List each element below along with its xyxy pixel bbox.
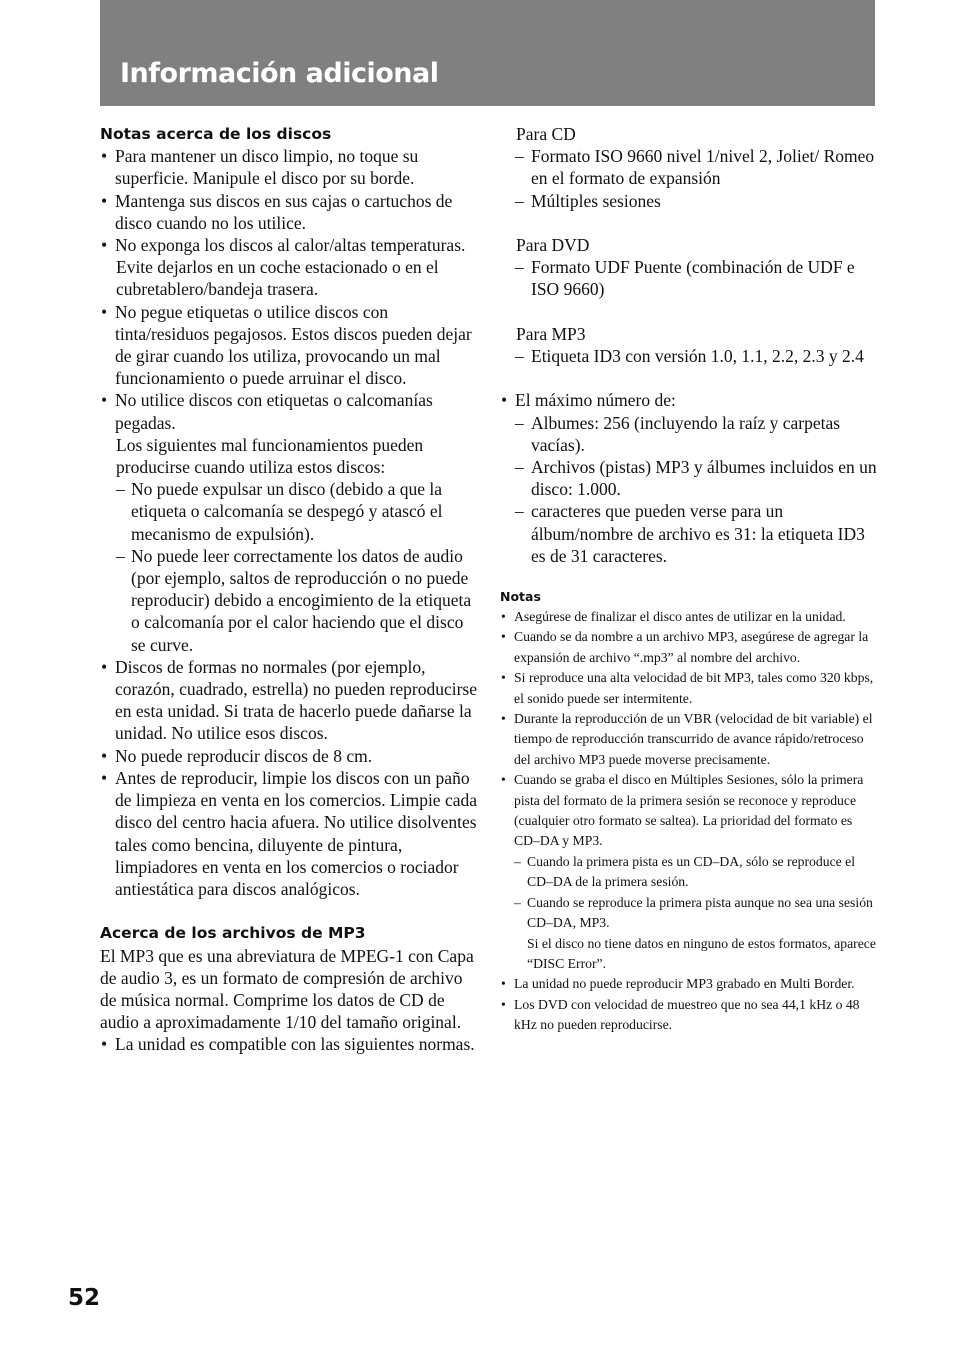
notes-section xyxy=(500,587,880,1036)
dash-item: – Formato ISO 9660 nivel 1/nivel 2, Joliet/ Romeo en el formato de expansión xyxy=(500,145,880,189)
page-number: 52 xyxy=(68,1285,101,1311)
dash-item: – Formato UDF Puente (combinación de UDF e ISO 9660) xyxy=(500,256,880,300)
bullet-continuation: Los siguientes mal funcionamientos pueden producirse cuando utiliza estos discos: xyxy=(116,434,424,478)
bullet-item: • Antes de reproducir, limpie los discos con un paño de limpieza en venta en los comercios. Limpie cada disco del centro hacia afuera. No utilice disolventes tales como bencina, diluyente de pintura, limpiadores en venta en los comercios o rociador antiestática para discos analógicos. xyxy=(100,767,480,900)
bullet-item: • El máximo número de: xyxy=(500,389,880,411)
note-item: • Asegúrese de finalizar el disco antes de utilizar en la unidad. xyxy=(500,607,880,627)
dash-item: – Albumes: 256 (incluyendo la raíz y carpetas vacías). xyxy=(500,412,880,456)
bullet-item: • Discos de formas no normales (por ejemplo, corazón, cuadrado, estrella) no pueden reproducirse en esta unidad. Si trata de hacerlo puede dañarse la unidad. No utilice esos discos. xyxy=(100,656,480,745)
dash-item: – caracteres que pueden verse para un álbum/nombre de archivo es 31: la etiqueta ID3 es de 31 caracteres. xyxy=(500,500,880,567)
dash-item: – Múltiples sesiones xyxy=(500,190,880,212)
note-item: • Los DVD con velocidad de muestreo que no sea 44,1 kHz o 48 kHz no pueden reproducirse. xyxy=(500,995,880,1036)
left-column xyxy=(100,123,480,1056)
spacer xyxy=(500,367,880,389)
mp3-heading: Acerca de los archivos de MP3 xyxy=(100,924,366,943)
note-dash-item: – Cuando se reproduce la primera pista aunque no sea una sesión CD–DA, MP3. xyxy=(500,893,880,934)
note-continuation: Si el disco no tiene datos en ninguno de estos formatos, aparece “DISC Error”. xyxy=(527,935,876,971)
bullet-item: • No utilice discos con etiquetas o calcomanías pegadas. xyxy=(100,389,480,433)
discs-heading: Notas acerca de los discos xyxy=(100,125,332,143)
note-item: • La unidad no puede reproducir MP3 grabado en Multi Border. xyxy=(500,974,880,994)
spacer xyxy=(500,301,880,323)
bullet-item: • No pegue etiquetas o utilice discos con tinta/residuos pegajosos. Estos discos pueden dejar de girar cuando los utiliza, provocando un mal funcionamiento o puede arruinar el disco. xyxy=(100,301,480,390)
cd-label: Para CD xyxy=(516,124,576,144)
bullet-item: • No puede reproducir discos de 8 cm. xyxy=(100,745,480,767)
note-item: • Si reproduce una alta velocidad de bit MP3, tales como 320 kbps, el sonido puede ser intermitente. xyxy=(500,668,880,709)
mp3-paragraph: El MP3 que es una abreviatura de MPEG-1 con Capa de audio 3, es un formato de compresión de archivo de música normal. Comprime los datos de CD de audio a aproximadamente 1/10 del tamaño original. xyxy=(100,945,474,1033)
dash-item: – Etiqueta ID3 con versión 1.0, 1.1, 2.2, 2.3 y 2.4 xyxy=(500,345,880,367)
bullet-item: • Mantenga sus discos en sus cajas o cartuchos de disco cuando no los utilice. xyxy=(100,190,480,234)
note-item: • Durante la reproducción de un VBR (velocidad de bit variable) el tiempo de reproducción transcurrido de avance rápido/retroceso del archivo MP3 puede moverse precisamente. xyxy=(500,709,880,770)
bullet-item: • No exponga los discos al calor/altas temperaturas. xyxy=(100,234,480,256)
page-title: Información adicional xyxy=(120,58,439,89)
notes-heading: Notas xyxy=(500,589,541,605)
note-item: • Cuando se graba el disco en Múltiples Sesiones, sólo la primera pista del formato de la primera sesión se reconoce y reproduce (cualquier otro formato se saltea). La prioridad del formato es CD–DA y MP3. xyxy=(500,770,880,852)
spacer xyxy=(500,212,880,234)
dash-item: – Archivos (pistas) MP3 y álbumes incluidos en un disco: 1.000. xyxy=(500,456,880,500)
right-column xyxy=(500,123,880,1036)
note-dash-item: – Cuando la primera pista es un CD–DA, sólo se reproduce el CD–DA de la primera sesión. xyxy=(500,852,880,893)
dvd-label: Para DVD xyxy=(516,235,590,255)
bullet-item: • La unidad es compatible con las siguientes normas. xyxy=(100,1033,480,1055)
mp3-label: Para MP3 xyxy=(516,323,586,344)
section-header xyxy=(100,0,875,106)
note-item: • Cuando se da nombre a un archivo MP3, asegúrese de agregar la expansión de archivo “.mp3” al nombre del archivo. xyxy=(500,627,880,668)
dash-item: – No puede expulsar un disco (debido a que la etiqueta o calcomanía se despegó y atascó el mecanismo de expulsión). xyxy=(100,478,480,545)
dash-item: – No puede leer correctamente los datos de audio (por ejemplo, saltos de reproducción o no puede reproducir) debido a encogimiento de la etiqueta o calcomanía por el calor haciendo que el disco se curve. xyxy=(100,545,480,656)
bullet-continuation: Evite dejarlos en un coche estacionado o en el cubretablero/bandeja trasera. xyxy=(116,257,439,300)
bullet-item: • Para mantener un disco limpio, no toque su superficie. Manipule el disco por su borde. xyxy=(100,145,480,189)
spacer xyxy=(100,900,480,922)
